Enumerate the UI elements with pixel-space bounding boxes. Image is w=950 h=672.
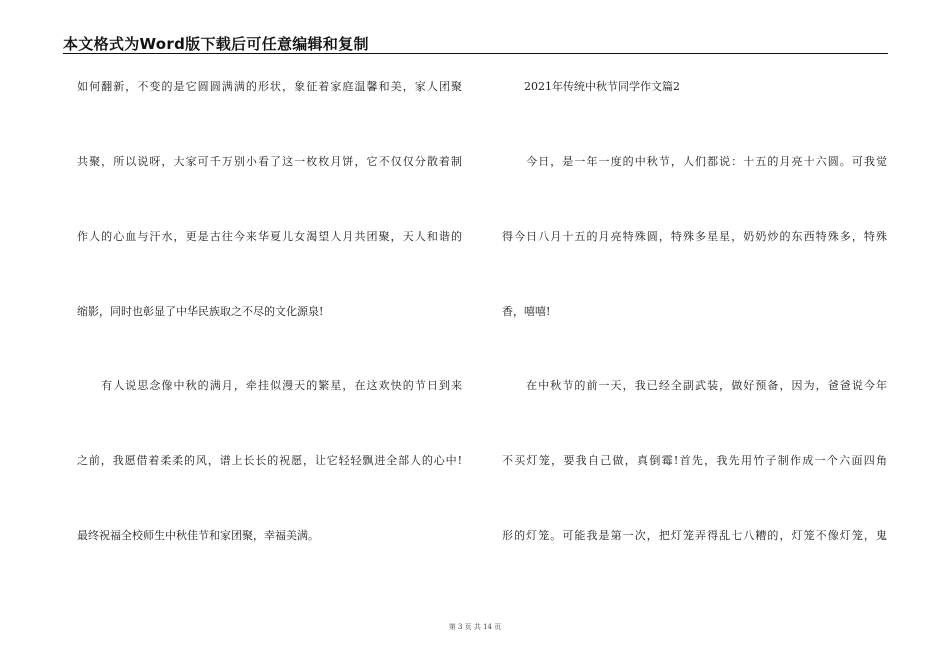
- section-heading: 2021年传统中秋节同学作文篇2: [502, 80, 680, 93]
- text-line: 之前，我愿借着柔柔的风，谱上长长的祝愿，让它轻轻飘进全部人的心中!: [77, 454, 462, 467]
- header-divider: [63, 53, 888, 54]
- text-line: 缩影，同时也彰显了中华民族取之不尽的文化源泉!: [77, 305, 324, 318]
- text-line: 不买灯笼，要我自己做，真倒霉!首先，我先用竹子制作成一个六面四角: [502, 454, 887, 467]
- page-number-footer: 第 3 页 共 14 页: [448, 623, 502, 631]
- text-line: 共聚，所以说呀，大家可千万别小看了这一枚枚月饼，它不仅仅分散着制: [77, 155, 462, 168]
- text-line: 如何翻新，不变的是它圆圆满满的形状，象征着家庭温馨和美，家人团聚: [77, 80, 462, 93]
- text-line: 有人说思念像中秋的满月，牵挂似漫天的繁星，在这欢快的节日到来: [77, 379, 462, 392]
- text-line: 形的灯笼。可能我是第一次，把灯笼弄得乱七八糟的，灯笼不像灯笼，鬼: [502, 529, 887, 542]
- text-line: 最终祝福全校师生中秋佳节和家团聚，幸福美满。: [77, 529, 319, 542]
- text-line: 香，嘻嘻!: [502, 305, 551, 318]
- document-header-title: 本文格式为Word版下载后可任意编辑和复制: [63, 35, 369, 53]
- text-line: 今日，是一年一度的中秋节，人们都说：十五的月亮十六圆。可我觉: [502, 155, 887, 168]
- text-line: 得今日八月十五的月亮特殊圆，特殊多星星，奶奶炒的东西特殊多，特殊: [502, 230, 887, 243]
- text-line: 作人的心血与汗水，更是古往今来华夏儿女渴望人月共团聚，天人和谐的: [77, 230, 462, 243]
- text-line: 在中秋节的前一天，我已经全副武装，做好预备，因为，爸爸说今年: [502, 379, 887, 392]
